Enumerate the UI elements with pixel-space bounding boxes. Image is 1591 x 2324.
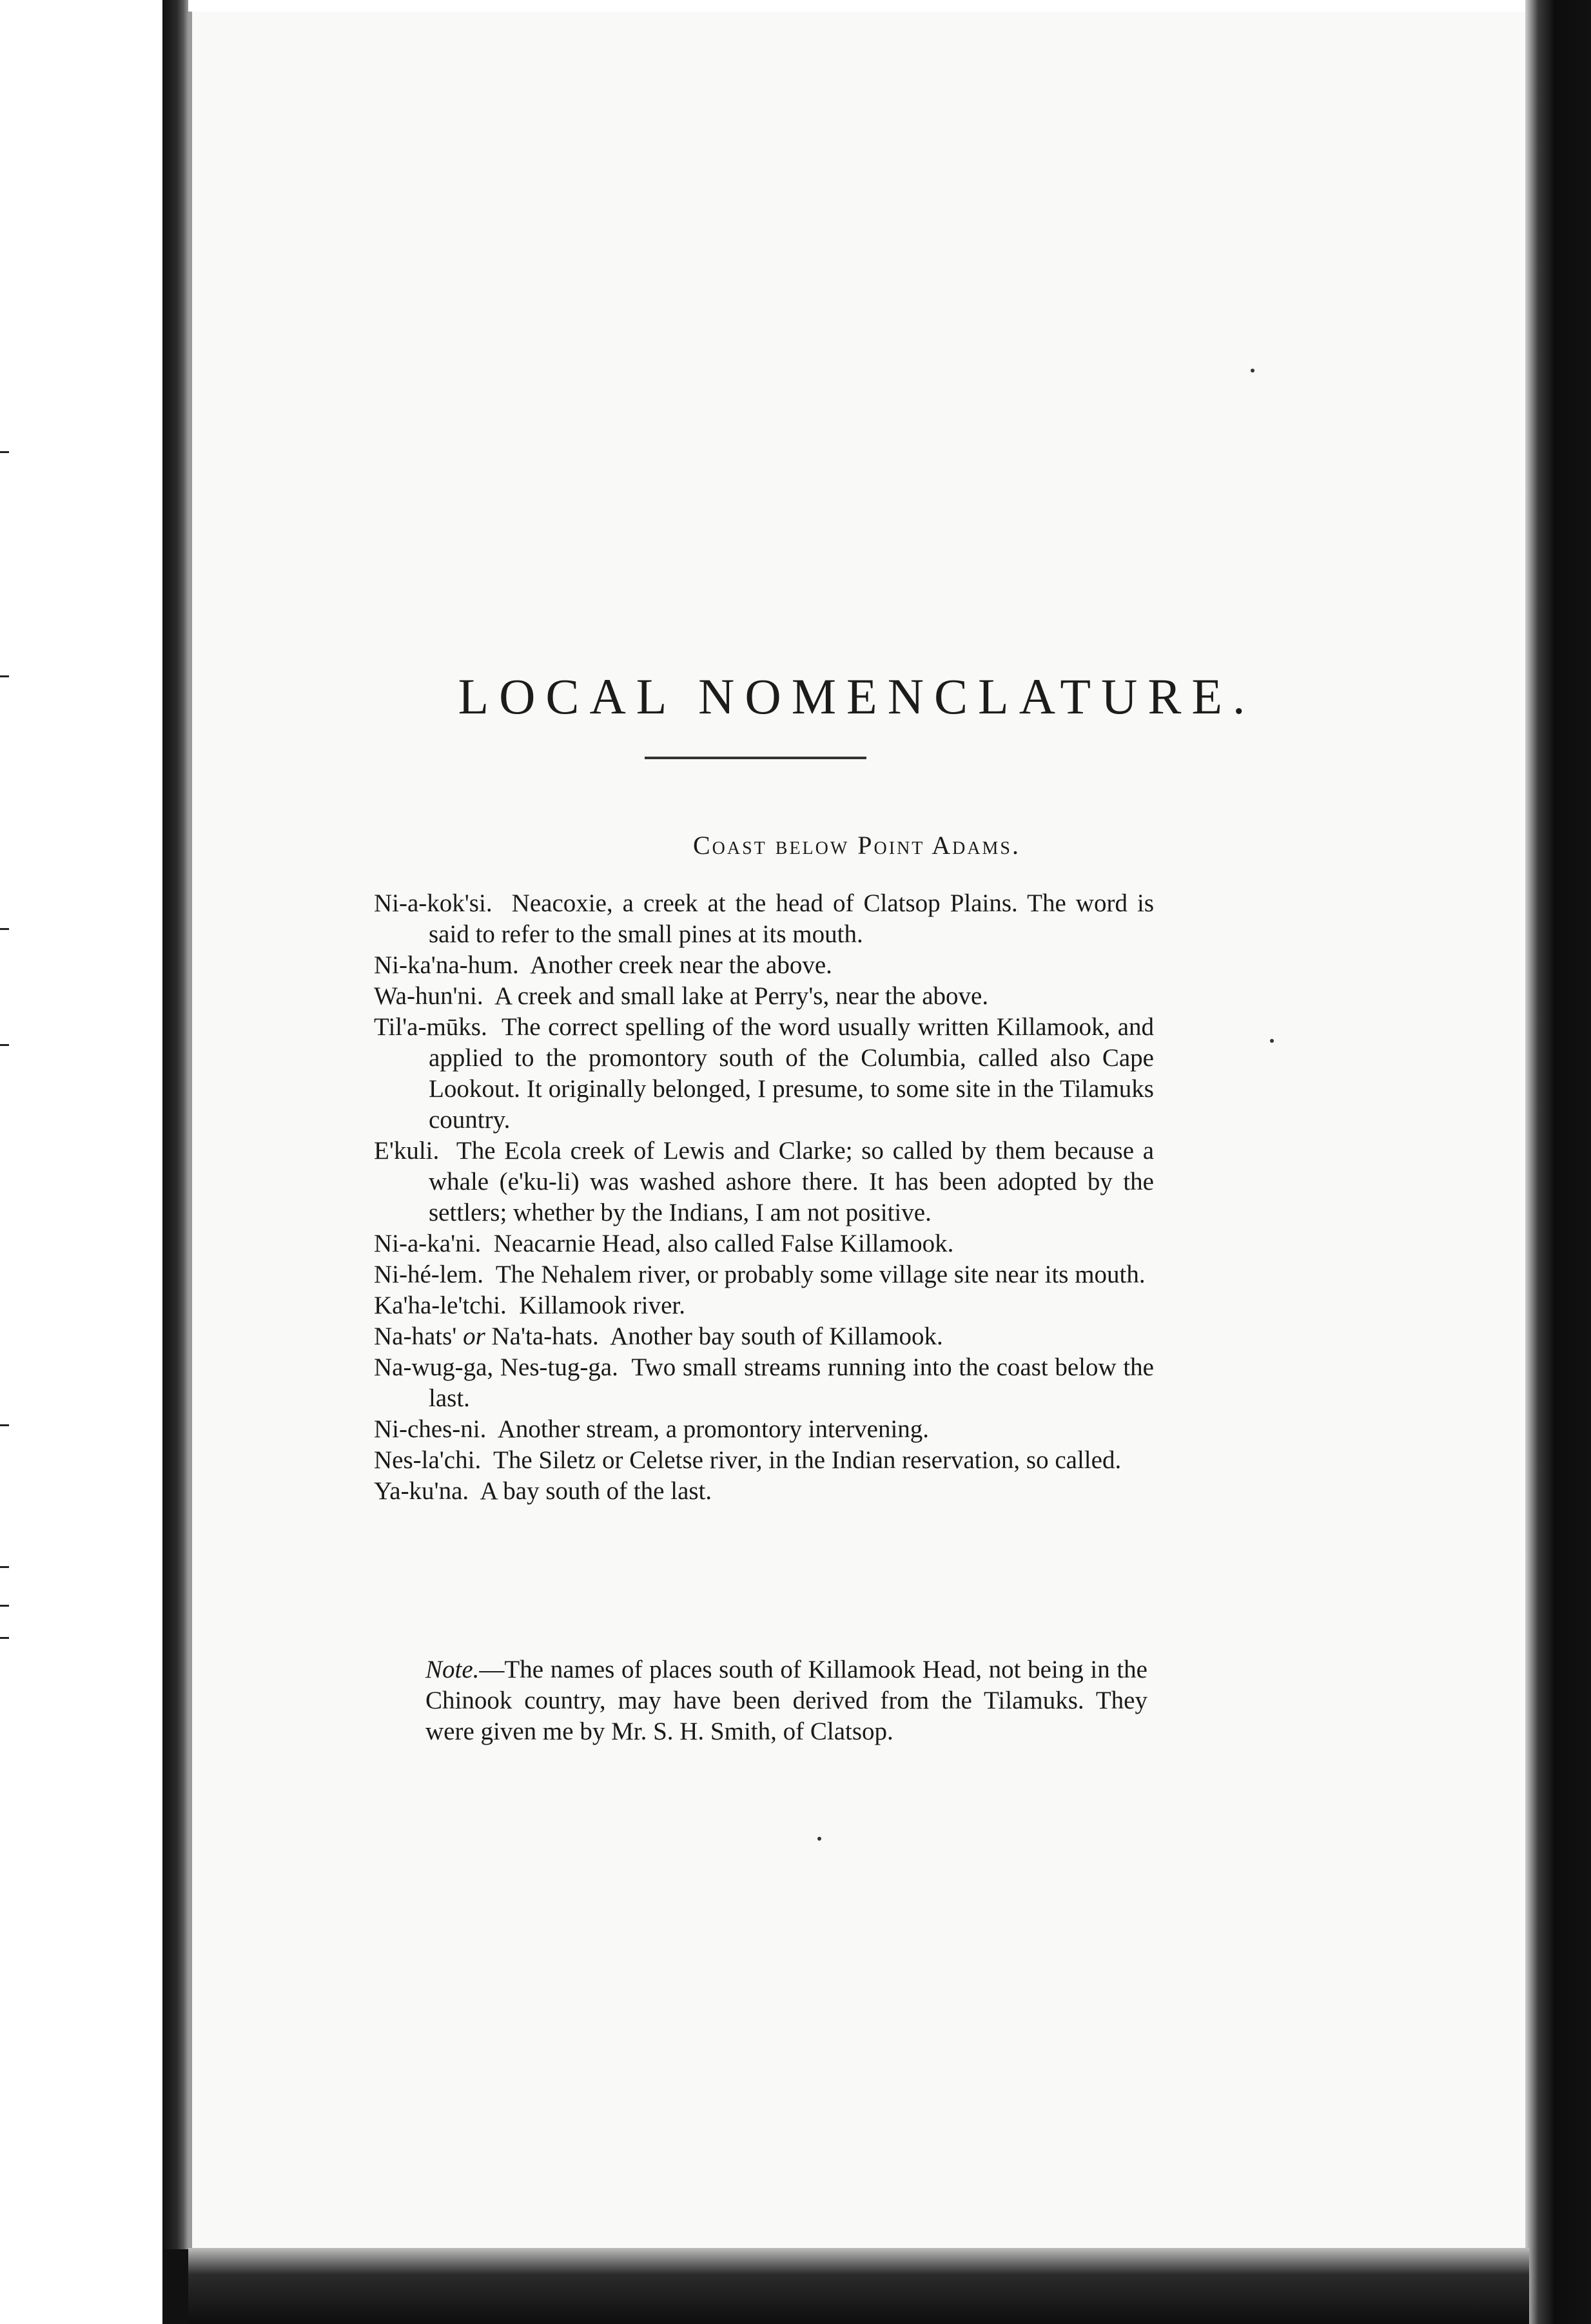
note-label: Note. xyxy=(425,1656,480,1683)
list-item xyxy=(374,1012,1154,1136)
entry-text: A bay south of the last. xyxy=(480,1477,712,1505)
entry-term: Na-wug-ga, Nes-tug-ga. xyxy=(374,1353,618,1381)
entry-text: The Siletz or Celetse river, in the Indian reservation, so called. xyxy=(493,1446,1122,1474)
left-page-edge xyxy=(0,0,161,2324)
list-item xyxy=(374,950,1154,981)
entry-text: The Nehalem river, or probably some village site near its mouth. xyxy=(495,1261,1146,1288)
entry-term: Ya-ku'na. xyxy=(374,1477,469,1505)
entry-text: Another creek near the above. xyxy=(530,951,832,979)
entry-text: Neacarnie Head, also called False Killamook. xyxy=(493,1230,954,1257)
section-heading: Coast below Point Adams. xyxy=(692,831,1021,860)
entry-term: Ka'ha-le'tchi. xyxy=(374,1292,507,1319)
entry-term-alt: Na'ta-hats. xyxy=(491,1322,599,1350)
scan-speck xyxy=(817,1837,821,1841)
entry-text: The Ecola creek of Lewis and Clarke; so called by them because a whale (e'ku-li) was washed ashore there. It has been adopted by the settlers; whether by the Indians, I am not positive. xyxy=(429,1137,1155,1226)
entry-term: Ni-hé-lem. xyxy=(374,1261,484,1288)
list-item xyxy=(374,888,1154,950)
list-item xyxy=(374,981,1154,1012)
entry-term: Ni-ka'na-hum. xyxy=(374,951,519,979)
entry-or: or xyxy=(463,1322,485,1350)
entry-text: Killamook river. xyxy=(519,1292,685,1319)
scan-speck xyxy=(1251,369,1254,373)
list-item xyxy=(374,1136,1154,1228)
list-item xyxy=(374,1290,1154,1321)
entry-text: Another stream, a promontory intervening. xyxy=(497,1415,930,1443)
entry-text: The correct spelling of the word usually written Killamook, and applied to the promontory south of the Columbia, called also Cape Lookout. It originally belonged, I presume, to some site in the Tilamuks country. xyxy=(429,1013,1154,1134)
entry-text: Neacoxie, a creek at the head of Clatsop Plains. The word is said to refer to the small pines at its mouth. xyxy=(429,889,1155,948)
entry-text: Two small streams running into the coast below the last. xyxy=(429,1353,1154,1412)
footnote xyxy=(425,1654,1147,1747)
list-item xyxy=(374,1414,1154,1445)
right-edge-shadow xyxy=(1525,0,1591,2324)
note-text: —The names of places south of Killamook Head, not being in the Chinook country, may have been derived from the Tilamuks. They were given me by Mr. S. H. Smith, of Clatsop. xyxy=(425,1656,1147,1745)
nomenclature-list xyxy=(374,888,1154,1507)
entry-text: Another bay south of Killamook. xyxy=(610,1322,943,1350)
list-item xyxy=(374,1445,1154,1476)
entry-term: Na-hats' xyxy=(374,1322,457,1350)
entry-term: Ni-ches-ni. xyxy=(374,1415,487,1443)
entry-term: Nes-la'chi. xyxy=(374,1446,482,1474)
list-item xyxy=(374,1228,1154,1259)
scan-speck xyxy=(1270,1039,1274,1043)
entry-term: E'kuli. xyxy=(374,1137,440,1165)
entry-term: Til'a-mūks. xyxy=(374,1013,487,1041)
page-title: LOCAL NOMENCLATURE. xyxy=(458,668,1256,725)
bottom-edge-shadow xyxy=(188,2248,1529,2324)
list-item xyxy=(374,1476,1154,1507)
book-spine xyxy=(162,0,188,2249)
list-item xyxy=(374,1352,1154,1414)
entry-term: Wa-hun'ni. xyxy=(374,982,483,1010)
title-rule xyxy=(645,757,866,759)
entry-term: Ni-a-kok'si. xyxy=(374,889,493,917)
entry-term: Ni-a-ka'ni. xyxy=(374,1230,482,1257)
list-item xyxy=(374,1259,1154,1290)
list-item xyxy=(374,1321,1154,1352)
entry-text: A creek and small lake at Perry's, near the above. xyxy=(494,982,989,1010)
